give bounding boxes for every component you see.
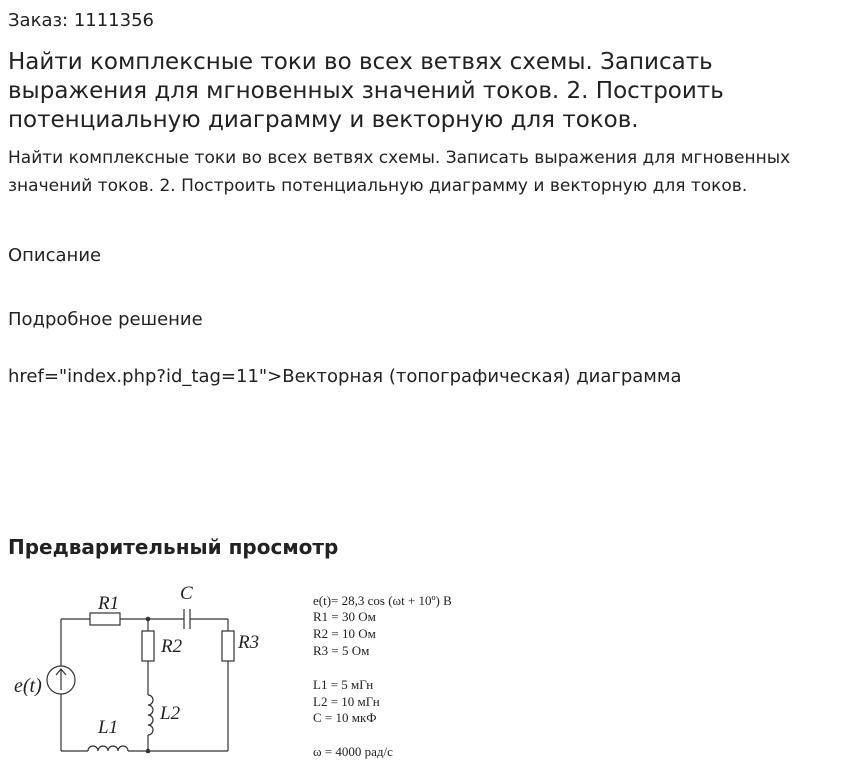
param-line: R3 = 5 Ом: [313, 643, 370, 658]
param-line: ω = 4000 рад/с: [313, 744, 393, 759]
source-label: e(t): [14, 675, 42, 697]
param-line: C = 10 мкФ: [313, 710, 377, 725]
r1-label: R1: [98, 593, 120, 614]
r1-resistor: [90, 613, 120, 625]
preview-heading: Предварительный просмотр: [8, 535, 339, 559]
param-line: R1 = 30 Ом: [313, 609, 376, 624]
l1-label: L1: [98, 717, 119, 738]
task-title: Найти комплексные токи во всех ветвях схемы. Записать выражения для мгновенных значений токов. 2. Построить потенциальную диаграмму и векторную для токов.: [8, 49, 724, 133]
param-line: L1 = 5 мГн: [313, 677, 374, 692]
r3-resistor: [222, 631, 234, 661]
description-label: Описание: [8, 245, 102, 266]
solution-label: Подробное решение: [8, 309, 203, 330]
circuit-diagram: [47, 609, 234, 751]
param-line: R2 = 10 Ом: [313, 626, 376, 641]
l2-inductor: [148, 695, 153, 735]
c-label: C: [180, 583, 193, 604]
l1-inductor: [88, 746, 128, 751]
circuit-preview: [8, 575, 488, 775]
param-line: L2 = 10 мГн: [313, 694, 380, 709]
task-text: Найти комплексные токи во всех ветвях схемы. Записать выражения для мгновенных значений токов. 2. Построить потенциальную диаграмму и векторную для токов.: [8, 148, 791, 196]
param-line: e(t)= 28,3 cos (ωt + 10º) В: [313, 593, 452, 608]
r3-label: R3: [238, 632, 260, 653]
r2-label: R2: [161, 636, 183, 657]
vector-diagram-link-text: href="index.php?id_tag=11">Векторная (топографическая) диаграмма: [8, 366, 682, 387]
junction-node: [146, 617, 151, 622]
r2-resistor: [142, 631, 154, 661]
preview-image: [8, 575, 488, 775]
order-number: Заказ: 1111356: [8, 10, 154, 31]
l2-label: L2: [160, 703, 181, 724]
junction-node: [146, 749, 151, 754]
